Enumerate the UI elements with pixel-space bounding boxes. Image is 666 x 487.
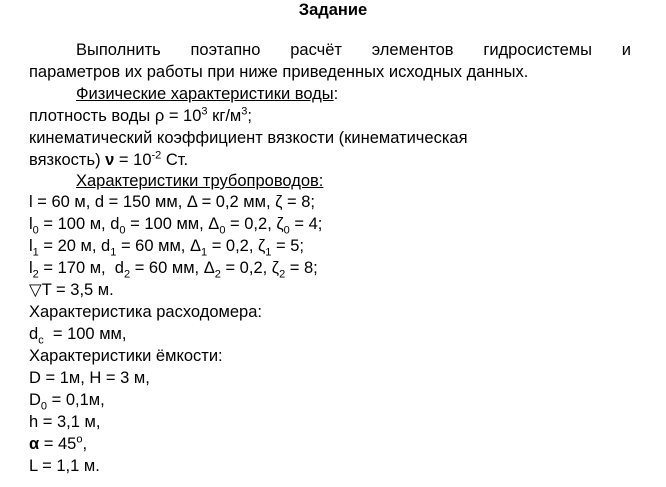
water-density bbox=[29, 106, 252, 126]
pipe-2-text: = 0,2, ζ bbox=[220, 259, 280, 277]
pipe-2-text: l bbox=[29, 259, 33, 277]
tank-l: L = 1,1 м. bbox=[29, 457, 100, 475]
water-heading-colon: : bbox=[333, 85, 339, 103]
tank-dh: D = 1м, H = 3 м, bbox=[29, 369, 150, 387]
tank-d0-value: = 0,1м, bbox=[47, 391, 105, 409]
alpha-symbol: α bbox=[29, 435, 40, 453]
pipe-1-sub: 1 bbox=[110, 246, 117, 259]
water-heading-text: Физические характеристики воды bbox=[76, 85, 334, 103]
level-mark: ▽T = 3,5 м. bbox=[29, 281, 114, 299]
alpha-value: = 45 bbox=[39, 435, 77, 453]
page-title: Задание bbox=[298, 1, 368, 19]
pipe-0-text: = 100 м, d bbox=[38, 215, 120, 233]
alpha-degree: o bbox=[76, 433, 83, 446]
pipe-2-text: = 170 м, d bbox=[38, 259, 124, 277]
density-text: плотность воды ρ = 10 bbox=[29, 107, 202, 125]
pipe-0-text: = 0,2, ζ bbox=[225, 215, 284, 233]
water-heading bbox=[76, 84, 338, 104]
viscosity-text: вязкость) bbox=[29, 151, 106, 169]
tank-heading: Характеристики ёмкости: bbox=[29, 347, 223, 365]
pipe-1-sub: 1 bbox=[32, 246, 39, 259]
alpha-end: , bbox=[82, 435, 88, 453]
meter-diameter-value: = 100 мм, bbox=[43, 325, 127, 343]
water-viscosity-line-1: кинематический коэффициент вязкости (кинематическая bbox=[29, 129, 468, 147]
pipe-0-sub: 0 bbox=[219, 224, 226, 237]
pipe-0-sub: 0 bbox=[119, 224, 126, 237]
density-unit-exponent: 3 bbox=[241, 105, 248, 118]
pipe-2-sub: 2 bbox=[32, 268, 39, 281]
intro-line-2: параметров их работы при ниже приведенных исходных данных. bbox=[29, 63, 529, 81]
meter-heading: Характеристика расходомера: bbox=[29, 303, 262, 321]
meter-diameter-sub: c bbox=[38, 334, 44, 347]
pipe-2 bbox=[29, 258, 318, 281]
pipe-2-text: = 60 мм, Δ bbox=[130, 259, 215, 277]
pipe-0 bbox=[29, 214, 323, 237]
tank-alpha bbox=[29, 434, 87, 454]
pipe-1-sub: 1 bbox=[200, 246, 208, 259]
pipe-0-text: l bbox=[29, 215, 33, 233]
viscosity-value: = 10 bbox=[114, 151, 152, 169]
pipe-1-text: = 0,2, ζ bbox=[207, 237, 266, 255]
tank-d0-sub: 0 bbox=[40, 400, 48, 413]
tank-h: h = 3,1 м, bbox=[29, 413, 101, 431]
pipe-2-sub: 2 bbox=[124, 268, 131, 281]
pipe-1-text: = 5; bbox=[271, 237, 304, 255]
meter-diameter-text: d bbox=[29, 325, 39, 343]
pipe-0-sub: 0 bbox=[32, 224, 39, 237]
water-viscosity-line-2 bbox=[29, 150, 188, 170]
tank-d0 bbox=[29, 390, 105, 413]
tank-d0-text: D bbox=[29, 391, 41, 409]
pipe-1 bbox=[29, 236, 304, 259]
density-exponent: 3 bbox=[201, 105, 208, 118]
density-unit: кг/м bbox=[207, 107, 242, 125]
pipe-0-text: = 4; bbox=[289, 215, 323, 233]
viscosity-symbol: ν bbox=[105, 151, 115, 169]
pipes-heading: Характеристики трубопроводов: bbox=[76, 172, 324, 190]
meter-diameter bbox=[29, 324, 127, 347]
pipe-0-sub: 0 bbox=[283, 224, 290, 237]
pipe-0-text: = 100 мм, Δ bbox=[125, 215, 220, 233]
pipe-2-sub: 2 bbox=[279, 268, 286, 281]
pipe-main: l = 60 м, d = 150 мм, Δ = 0,2 мм, ζ = 8; bbox=[29, 193, 316, 211]
pipe-1-text: = 60 мм, Δ bbox=[116, 237, 201, 255]
pipe-1-text: = 20 м, d bbox=[38, 237, 111, 255]
pipe-2-sub: 2 bbox=[214, 268, 221, 281]
density-end: ; bbox=[247, 107, 252, 125]
pipe-1-text: l bbox=[29, 237, 33, 255]
pipe-1-sub: 1 bbox=[265, 246, 272, 259]
intro-line-1: Выполнить поэтапно расчёт элементов гидросистемы и bbox=[76, 41, 631, 59]
viscosity-exponent: -2 bbox=[151, 149, 162, 162]
viscosity-unit: Ст. bbox=[161, 151, 189, 169]
pipe-2-text: = 8; bbox=[285, 259, 318, 277]
